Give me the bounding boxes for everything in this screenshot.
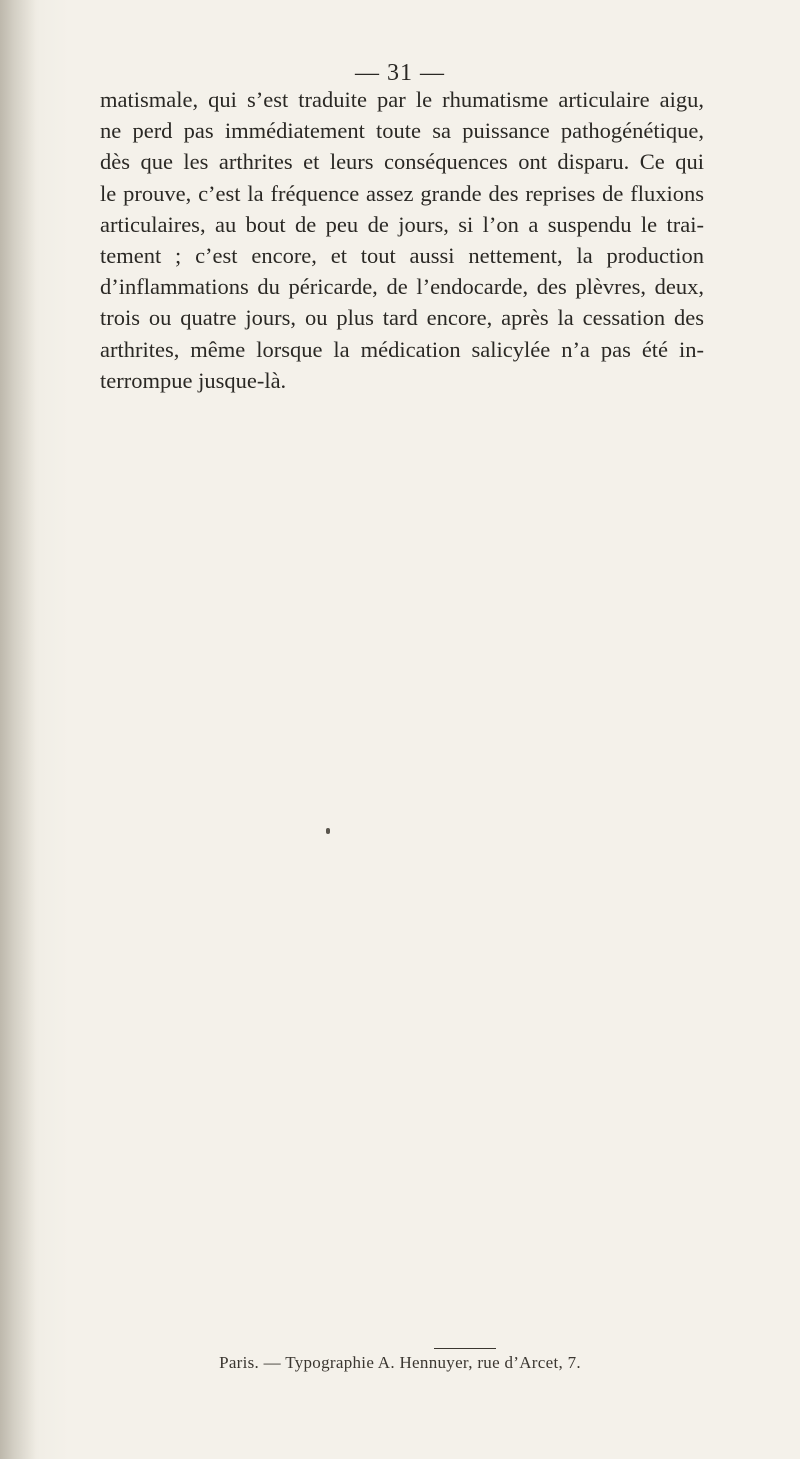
body-paragraph	[100, 84, 704, 396]
printer-colophon: Paris. — Typographie A. Hennuyer, rue d’Arcet, 7.	[219, 1353, 581, 1372]
binding-shadow	[0, 0, 36, 1459]
text-line: terrompue jusque-là.	[100, 367, 287, 393]
text-line: ne perd pas immédiatement toute sa puissance pathogénétique,	[100, 118, 704, 144]
text-line: trois ou quatre jours, ou plus tard encore, après la cessation des	[100, 305, 704, 331]
text-line: d’inflammations du péricarde, de l’endocarde, des plèvres, deux,	[100, 274, 704, 300]
text-line: arthrites, même lorsque la médication salicylée n’a pas été in-	[100, 336, 704, 362]
text-line: le prouve, c’est la fréquence assez grande des reprises de fluxions	[100, 180, 704, 206]
text-line: dès que les arthrites et leurs conséquences ont disparu. Ce qui	[100, 149, 704, 175]
page-number: — 31 —	[355, 60, 445, 86]
ink-speck	[326, 828, 330, 834]
text-line: articulaires, au bout de peu de jours, si l’on a suspendu le trai-	[100, 211, 704, 237]
text-line: tement ; c’est encore, et tout aussi nettement, la production	[100, 243, 704, 269]
text-line: matismale, qui s’est traduite par le rhumatisme articulaire aigu,	[100, 87, 704, 112]
colophon-rule	[434, 1348, 496, 1349]
